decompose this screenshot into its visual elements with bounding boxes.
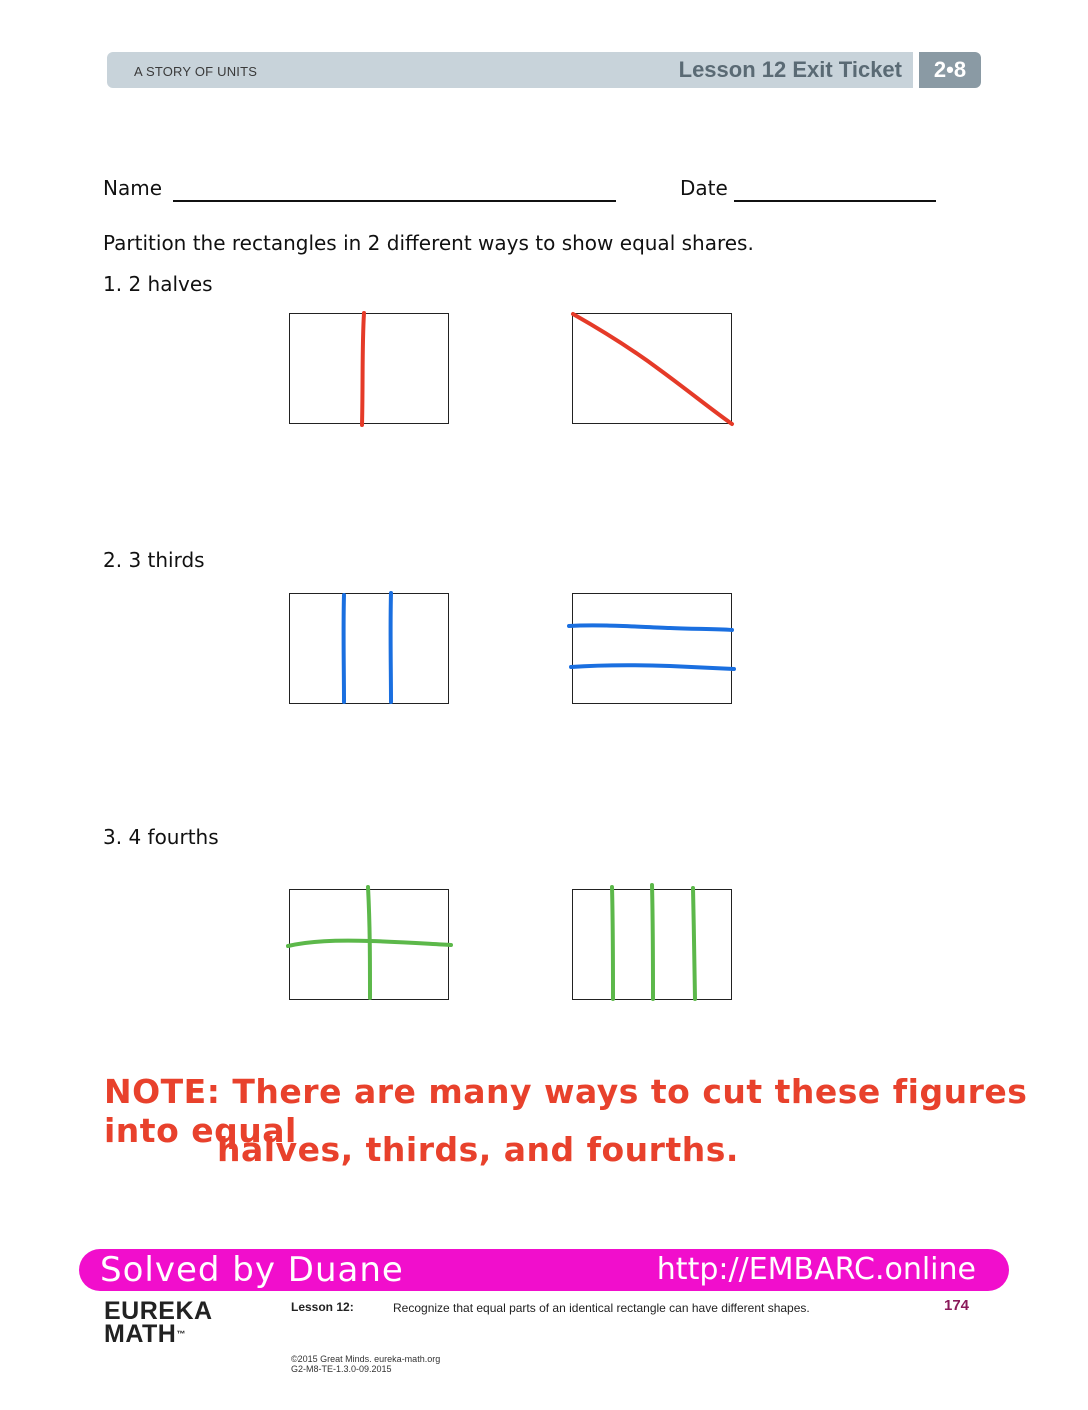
copyright-line-2: G2-M8-TE-1.3.0-09.2015 (291, 1364, 392, 1374)
lesson-title: Lesson 12 Exit Ticket (678, 57, 902, 82)
thirds-horizontal-cut-2 (571, 665, 734, 669)
embarc-link[interactable]: http://EMBARC.online (656, 1252, 976, 1287)
copyright-line-1: ©2015 Great Minds. eureka-math.org (291, 1354, 441, 1364)
solved-by-text: Solved by Duane (100, 1250, 404, 1290)
instructions: Partition the rectangles in 2 different ways to show equal shares. (103, 231, 754, 255)
note-line-1: NOTE: There are many ways to cut these figures into equal (104, 1072, 1028, 1150)
grade-module-badge: 2•8 (919, 52, 981, 88)
fourths-strip-cut-1 (612, 887, 613, 999)
footer-lesson-description: Recognize that equal parts of an identical rectangle can have different shapes. (393, 1301, 810, 1315)
logo-line-2: MATH (104, 1320, 177, 1348)
page-number: 174 (944, 1297, 970, 1314)
logo-line-1: EUREKA (104, 1297, 213, 1325)
date-label: Date (680, 176, 728, 200)
copyright (291, 1354, 440, 1374)
problem-2-label: 2. 3 thirds (103, 548, 205, 572)
fourths-strip-cut-3 (693, 888, 695, 999)
thirds-horizontal-cut-1 (569, 625, 732, 630)
halves-vertical-cut (362, 313, 364, 425)
series-title: A STORY OF UNITS (134, 64, 258, 79)
halves-diagonal-cut (573, 314, 732, 424)
name-label: Name (103, 176, 163, 200)
fourths-strip-cut-2 (652, 885, 653, 999)
logo-trademark: ™ (176, 1329, 186, 1339)
problem-1-label: 1. 2 halves (103, 272, 213, 296)
note-line-2: halves, thirds, and fourths. (217, 1130, 739, 1169)
footer-lesson-label: Lesson 12: (291, 1300, 354, 1314)
problem-3-label: 3. 4 fourths (103, 825, 219, 849)
eureka-math-logo (104, 1297, 213, 1348)
